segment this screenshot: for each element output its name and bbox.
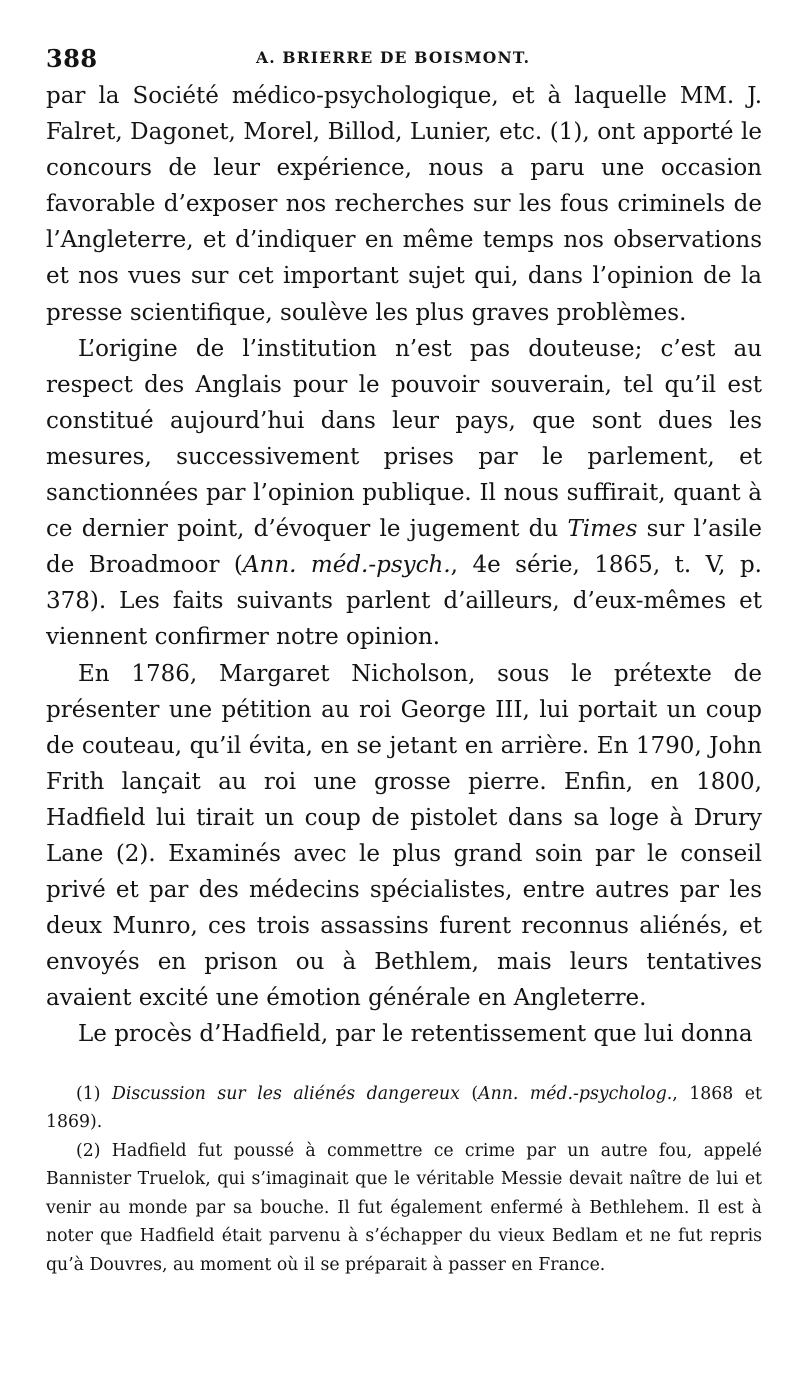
paragraph-4: Le procès d’Hadfield, par le retentissement que lui donna bbox=[78, 1021, 753, 1048]
paragraph-2-text-c: , 4e série, 1865, t. V, p. 378). Les faits suivants parlent d’ailleurs, d’eux-mêmes et viennent confirmer notre opinion. bbox=[46, 552, 762, 651]
footnotes bbox=[46, 1080, 762, 1280]
running-head bbox=[46, 40, 762, 76]
page-number: 388 bbox=[46, 44, 98, 73]
paragraph-2 bbox=[46, 331, 762, 656]
book-page bbox=[46, 40, 762, 1279]
paragraph-1: par la Société médico-psychologique, et à laquelle MM. J. Falret, Dagonet, Morel, Billod, Lunier, etc. (1), ont apporté le concours de leur expérience, nous a paru une occasion favorable d’exposer nos recherches sur les fous criminels de l’Angleterre, et d’indiquer en même temps nos observations et nos vues sur cet important sujet qui, dans l’opinion de la presse scientifique, soulève les plus graves problèmes. bbox=[46, 83, 762, 326]
paragraph-2-text-a: L’origine de l’institution n’est pas douteuse; c’est au respect des Anglais pour le pouvoir souverain, tel qu’il est constitué aujourd’hui dans leur pays, que sont dues les mesures, successivement prises par le parlement, et sanctionnées par l’opinion publique. Il nous suffirait, quant à ce dernier point, d’évoquer le jugement du bbox=[46, 335, 762, 543]
running-title: A. BRIERRE DE BOISMONT. bbox=[256, 48, 531, 67]
journal-citation-italic: Ann. méd.-psych. bbox=[242, 552, 451, 579]
paragraph-3: En 1786, Margaret Nicholson, sous le prétexte de présenter une pétition au roi George III, lui portait un coup de couteau, qu’il évita, en se jetant en arrière. En 1790, John Frith lançait au roi une grosse pierre. Enfin, en 1800, Hadfield lui tirait un coup de pistolet dans sa loge à Drury Lane (2). Examinés avec le plus grand soin par le conseil privé et par des médecins spécialistes, entre autres par les deux Munro, ces trois assassins furent reconnus aliénés, et envoyés en prison ou à Bethlem, mais leurs tentatives avaient excité une émotion générale en Angleterre. bbox=[46, 660, 762, 1012]
footnote-1-text-b: , 1868 et 1869). bbox=[46, 1083, 762, 1133]
paragraph-2-text-b: sur l’asile de Broadmoor ( bbox=[46, 516, 762, 579]
footnote-1 bbox=[46, 1080, 762, 1137]
body-text bbox=[46, 78, 762, 1053]
footnote-2: (2) Hadfield fut poussé à commettre ce crime par un autre fou, appelé Bannister Truelok, qui s’imaginait que le véritable Messie devait naître de lui et venir au monde par sa bouche. Il fut également enfermé à Bethlehem. Il est à noter que Hadfield était parvenu à s’échapper du vieux Bedlam et ne fut repris qu’à Douvres, au moment où il se préparait à passer en France. bbox=[46, 1140, 762, 1275]
times-italic: Times bbox=[567, 516, 638, 543]
footnote-1-marker: (1) bbox=[76, 1083, 113, 1104]
footnote-1-journal: Ann. méd.-psycholog. bbox=[478, 1083, 673, 1104]
footnote-1-title: Discussion sur les aliénés dangereux bbox=[112, 1083, 460, 1104]
footnote-1-text-a: ( bbox=[459, 1083, 479, 1104]
